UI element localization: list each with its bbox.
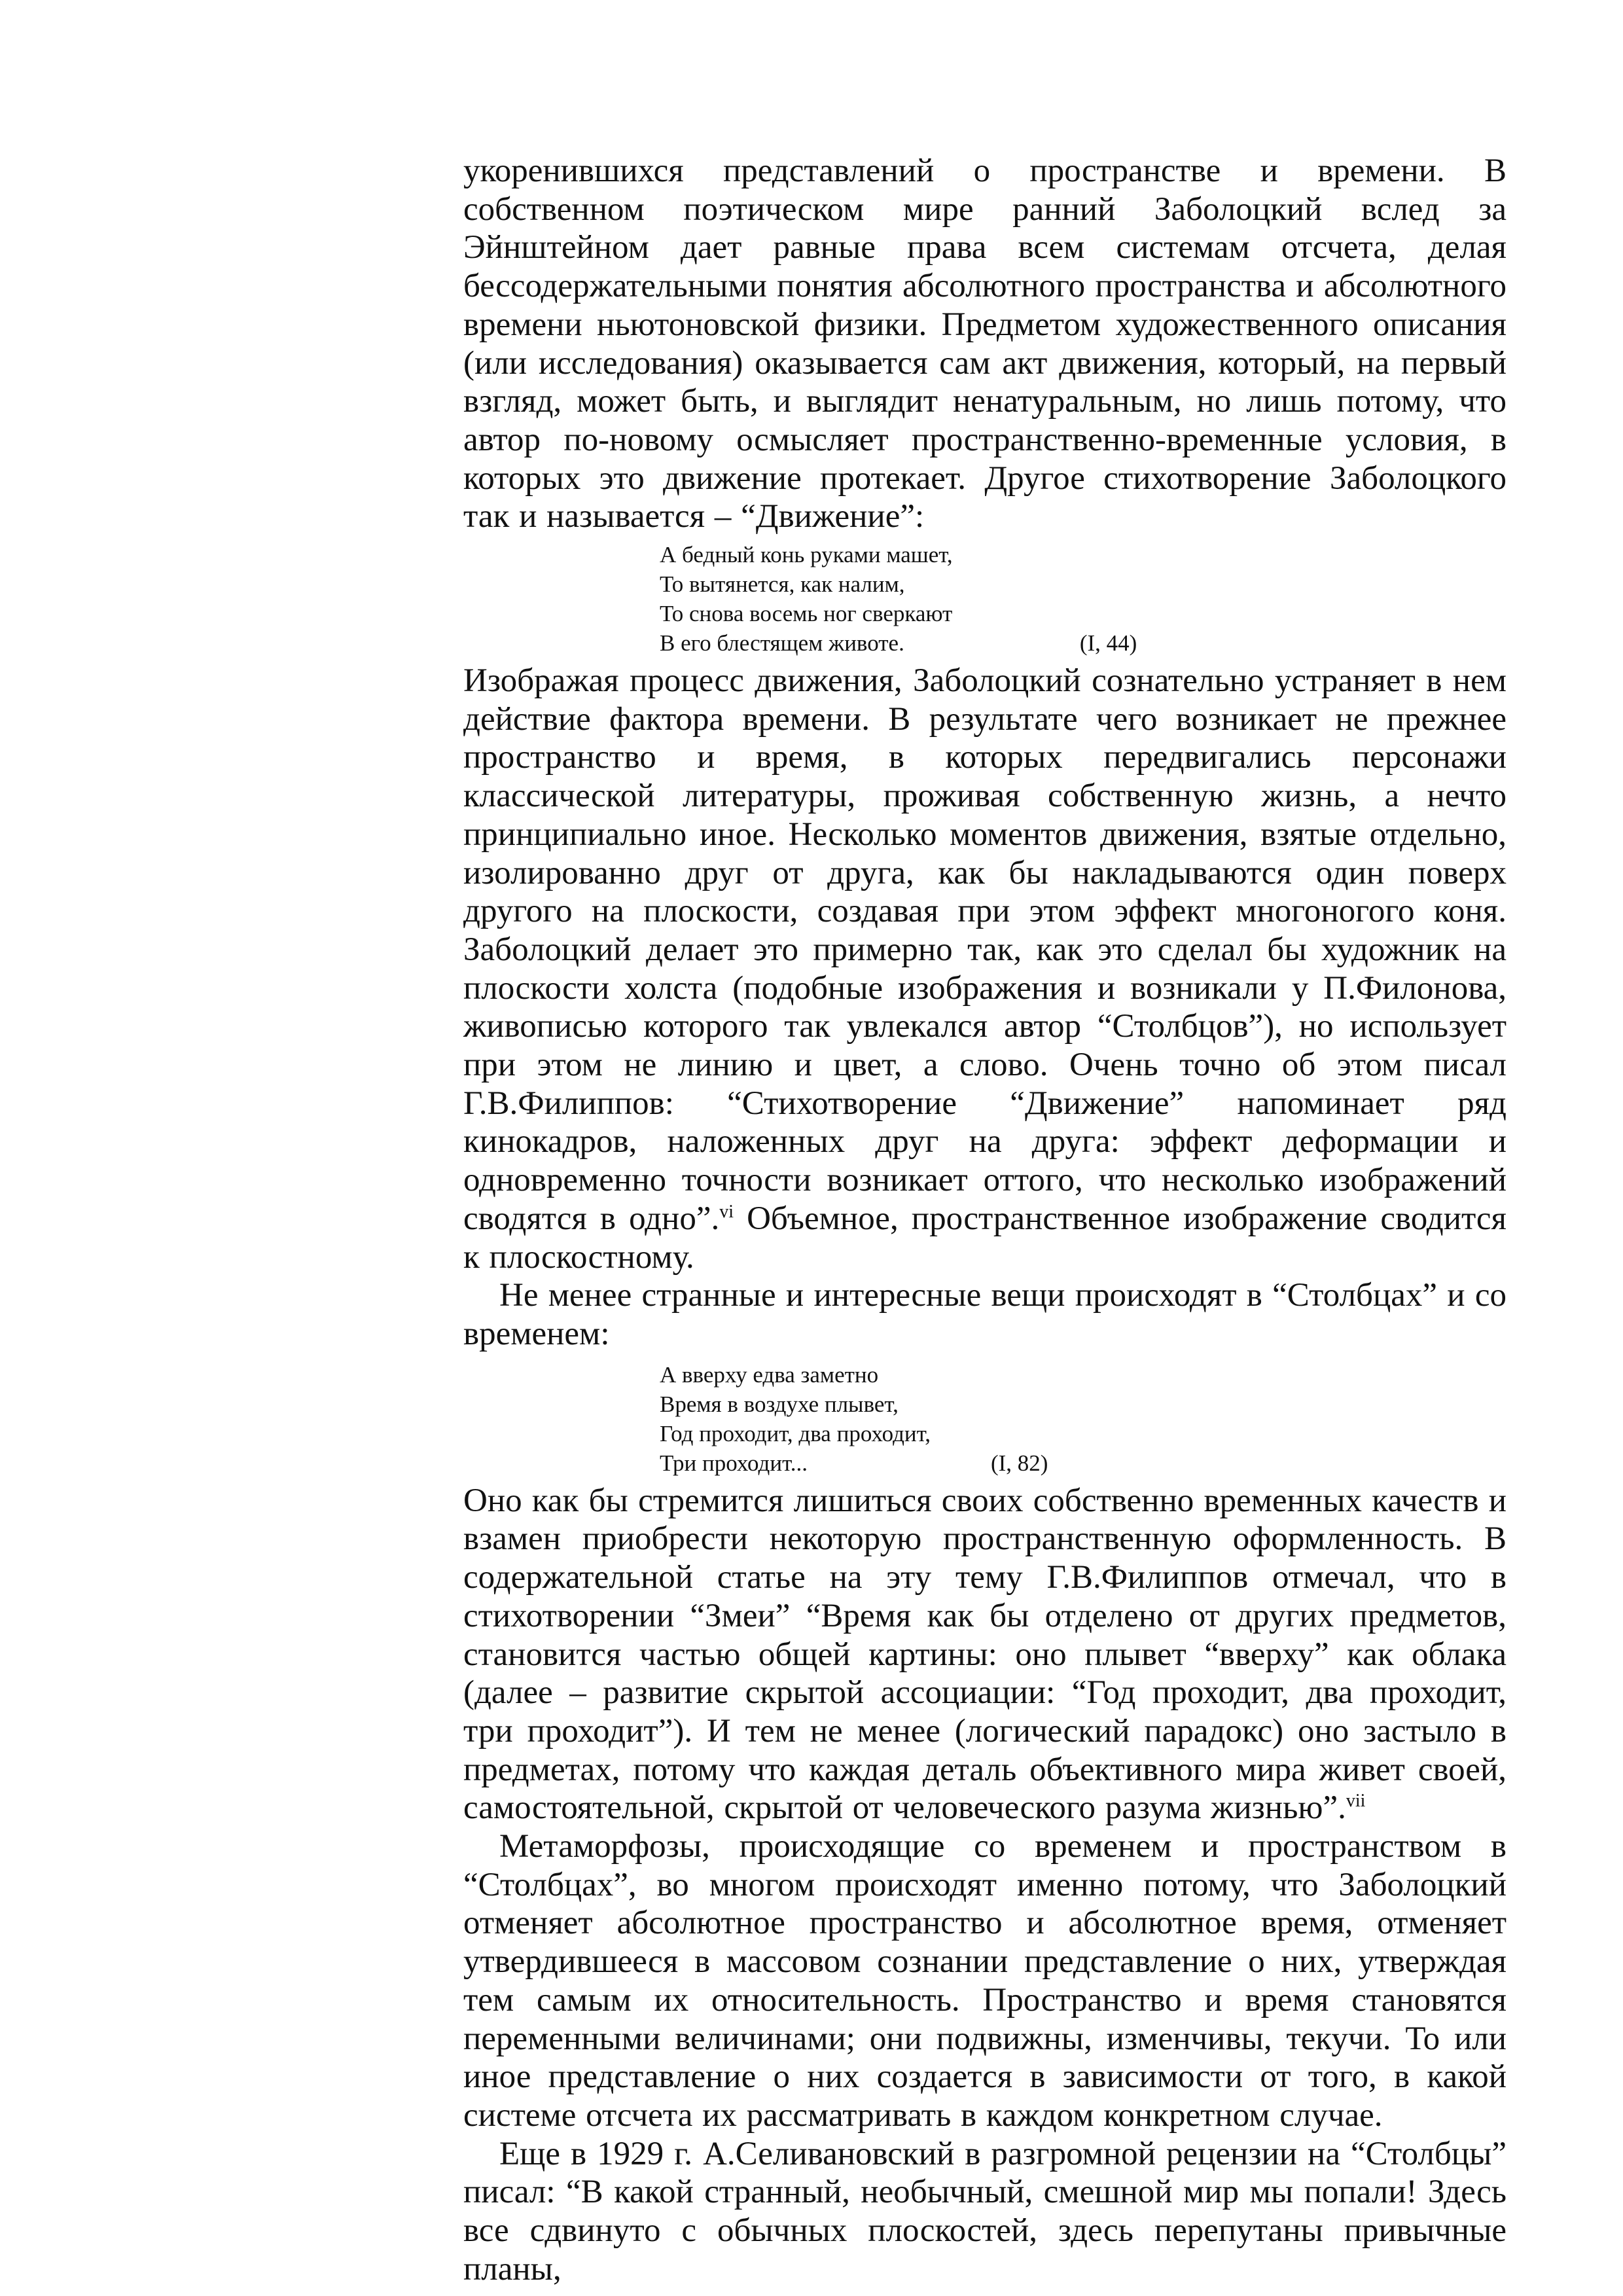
poem-line-text: В его блестящем животе. (660, 630, 904, 656)
paragraph-2-tail: Объемное, пространственное изображение сводится к плоскостному. (463, 1200, 1507, 1276)
poem-citation: (I, 44) (1079, 630, 1137, 656)
poem-line: То снова восемь ног сверкают (660, 601, 953, 627)
poem-quote-2 (660, 1360, 1507, 1478)
paragraph-1: укоренившихся представлений о пространстве и времени. В собственном поэтическом мире ранний Заболоцкий вслед за Эйнштейном дает равные права всем системам отсчета, делая бессодержательными понятия абсолютного пространства и абсолютного времени ньютоновской физики. Предметом художественного описания (или исследования) оказывается сам акт движения, который, на первый взгляд, может быть, и выглядит ненатуральным, но лишь потому, что автор по-новому осмысляет пространственно-временные условия, в которых это движение протекает. Другое стихотворение Заболоцкого так и называется – “Движение”: (463, 152, 1507, 535)
poem-line (660, 628, 1507, 658)
paragraph-4 (463, 1482, 1507, 1827)
footnote-marker-vii[interactable]: vii (1346, 1791, 1366, 1812)
poem-quote-1 (660, 540, 1507, 658)
page-text-column (463, 152, 1507, 2288)
poem-line: То вытянется, как налим, (660, 571, 905, 598)
paragraph-5: Метаморфозы, происходящие со временем и пространством в “Столбцах”, во многом происходят именно потому, что Заболоцкий отменяет абсолютное пространство и абсолютное время, отменяет утвердившееся в массовом сознании представление о них, утверждая тем самым их относительность. Пространство и время становятся переменными величинами; они подвижны, изменчивы, текучи. То или иное представление о них создается в зависимости от того, в какой системе отсчета их рассматривать в каждом конкретном случае. (463, 1828, 1507, 2134)
poem-line-text: Три проходит... (660, 1450, 808, 1476)
poem-citation: (I, 82) (991, 1450, 1048, 1476)
poem-line (660, 1448, 1507, 1478)
poem-line: Год проходит, два проходит, (660, 1420, 931, 1446)
paragraph-2-text: Изображая процесс движения, Заболоцкий сознательно устраняет в нем действие фактора времени. В результате чего возникает не прежнее пространство и время, в которых передвигались персонажи классической литературы, проживая собственную жизнь, а нечто принципиально иное. Несколько моментов движения, взятые отдельно, изолированно друг от друга, как бы накладываются один поверх другого на плоскости, создавая при этом эффект многоногого коня. Заболоцкий делает это примерно так, как это сделал бы художник на плоскости холста (подобные изображения и возникали у П.Филонова, живописью которого так увлекался автор “Столбцов”), но использует при этом не линию и цвет, а слово. Очень точно об этом писал Г.В.Филиппов: “Стихотворение “Движение” напоминает ряд кинокадров, наложенных друг на друга: эффект деформации и одновременно точности возникает оттого, что несколько изображений сводятся в одно”. (463, 662, 1507, 1237)
paragraph-3: Не менее странные и интересные вещи происходят в “Столбцах” и со временем: (463, 1277, 1507, 1352)
paragraph-6: Еще в 1929 г. А.Селивановский в разгромной рецензии на “Столбцы” писал: “В какой странный, необычный, смешной мир мы попали! Здесь все сдвинуто с обычных плоскостей, здесь перепутаны привычные планы, (463, 2135, 1507, 2287)
poem-line: А вверху едва заметно (660, 1361, 879, 1388)
footnote-marker-vi[interactable]: vi (719, 1201, 734, 1222)
poem-line: А бедный конь руками машет, (660, 542, 953, 568)
paragraph-4-text: Оно как бы стремится лишиться своих собственно временных качеств и взамен приобрести некоторую пространственную оформленность. В содержательной статье на эту тему Г.В.Филиппов отмечал, что в стихотворении “Змеи” “Время как бы отделено от других предметов, становится частью общей картины: оно плывет “вверху” как облака (далее – развитие скрытой ассоциации: “Год проходит, два проходит, три проходит”). И тем не менее (логический парадокс) оно застыло в предметах, потому что каждая деталь объективного мира живет своей, самостоятельной, скрытой от человеческого разума жизнью”. (463, 1482, 1507, 1827)
paragraph-2 (463, 662, 1507, 1276)
poem-line: Время в воздухе плывет, (660, 1391, 899, 1417)
